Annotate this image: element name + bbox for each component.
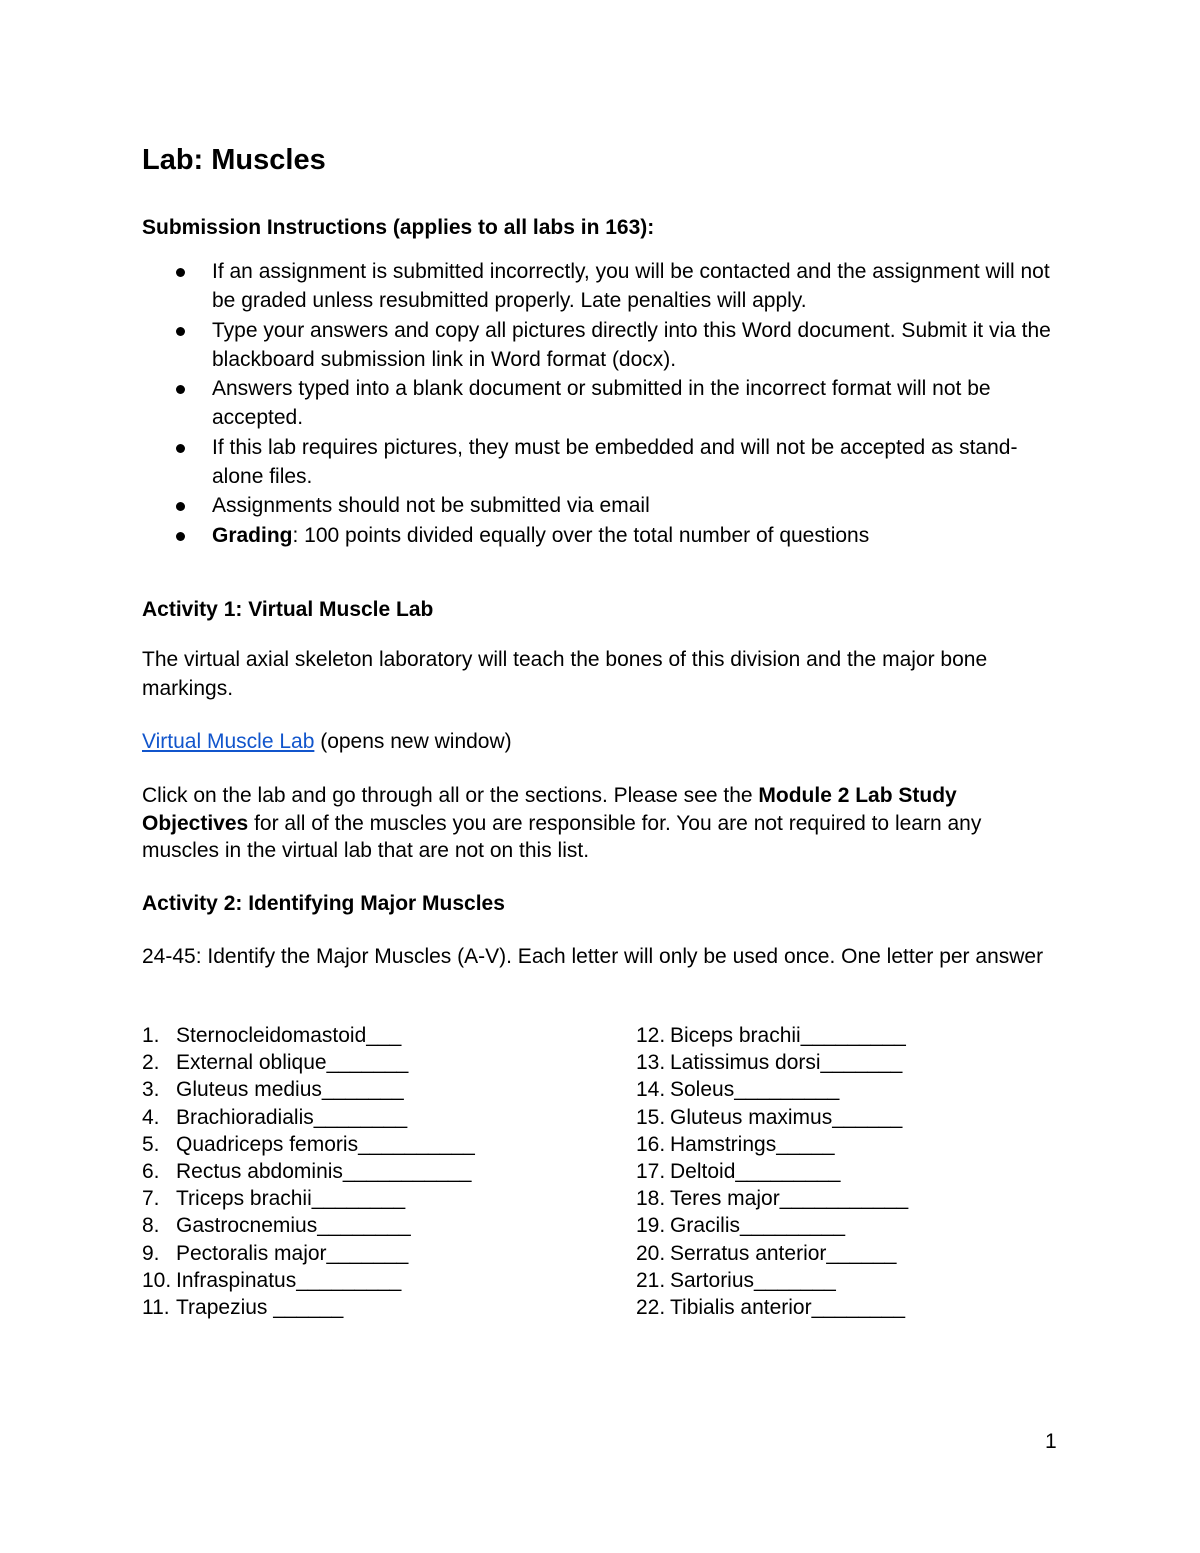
list-item: 18. Teres major___________: [636, 1187, 909, 1211]
list-item: 7. Triceps brachii________: [142, 1187, 406, 1211]
list-item: 22. Tibialis anterior________: [636, 1296, 906, 1320]
list-item: 13. Latissimus dorsi_______: [636, 1051, 903, 1075]
bullet-icon: [176, 532, 185, 541]
muscle-list-column-1: [142, 1022, 475, 1321]
list-item: 1. Sternocleidomastoid___: [142, 1024, 402, 1047]
activity1-instructions: Click on the lab and go through all or the sections. Please see the Module 2 Lab Study Objectives for all of the muscles you are responsible for. You are not required to learn any muscles in the virtual lab that are not on this list.: [142, 784, 982, 862]
list-item: 15. Gluteus maximus______: [636, 1105, 903, 1129]
list-item: Type your answers and copy all pictures directly into this Word document. Submit it via the blackboard submission link in Word format (docx).: [142, 316, 1062, 375]
list-item: 17. Deltoid_________: [636, 1160, 841, 1184]
list-item: Answers typed into a blank document or submitted in the incorrect format will not be accepted.: [142, 374, 1062, 433]
list-item: Grading: 100 points divided equally over the total number of questions: [142, 521, 1062, 550]
list-item: 14. Soleus_________: [636, 1078, 840, 1102]
activity2-intro: 24-45: Identify the Major Muscles (A-V). Each letter will only be used once. One letter per answer: [142, 945, 1044, 968]
activity1-intro: The virtual axial skeleton laboratory will teach the bones of this division and the major bone markings.: [142, 648, 988, 700]
list-item: 12. Biceps brachii_________: [636, 1024, 906, 1047]
muscle-list-column-2: [636, 1022, 908, 1321]
list-item: 3. Gluteus medius_______: [142, 1078, 404, 1102]
page-title: Lab: Muscles: [142, 144, 326, 176]
activity1-heading: Activity 1: Virtual Muscle Lab: [142, 598, 434, 621]
list-item: 20. Serratus anterior______: [636, 1241, 897, 1265]
list-item: 10. Infraspinatus_________: [142, 1268, 402, 1292]
bullet-icon: [176, 444, 185, 453]
virtual-lab-line: [142, 728, 1062, 757]
link-suffix: (opens new window): [314, 730, 512, 753]
list-item: Assignments should not be submitted via email: [142, 491, 1062, 520]
activity2-heading: Activity 2: Identifying Major Muscles: [142, 892, 505, 915]
page-number: 1: [1045, 1430, 1057, 1453]
submission-heading: Submission Instructions (applies to all labs in 163):: [142, 216, 655, 239]
list-item: 5. Quadriceps femoris__________: [142, 1132, 475, 1156]
virtual-muscle-lab-link[interactable]: Virtual Muscle Lab: [142, 730, 315, 753]
list-item: If an assignment is submitted incorrectly, you will be contacted and the assignment will not be graded unless resubmitted properly. Late penalties will apply.: [142, 257, 1062, 316]
bullet-icon: [176, 385, 185, 394]
list-item: 6. Rectus abdominis___________: [142, 1160, 472, 1184]
list-item: 19. Gracilis_________: [636, 1214, 846, 1238]
list-item: 21. Sartorius_______: [636, 1268, 836, 1292]
bullet-icon: [176, 502, 185, 511]
bullet-icon: [176, 268, 185, 277]
list-item: 8. Gastrocnemius________: [142, 1214, 411, 1238]
list-item: 9. Pectoralis major_______: [142, 1241, 409, 1265]
list-item: 4. Brachioradialis________: [142, 1105, 408, 1129]
list-item: 2. External oblique_______: [142, 1051, 409, 1075]
bullet-icon: [176, 327, 185, 336]
list-item: 11. Trapezius ______: [142, 1296, 344, 1320]
submission-bullet-list: [142, 257, 1062, 550]
list-item: If this lab requires pictures, they must be embedded and will not be accepted as stand-alone files.: [142, 433, 1062, 492]
list-item: 16. Hamstrings_____: [636, 1132, 835, 1156]
